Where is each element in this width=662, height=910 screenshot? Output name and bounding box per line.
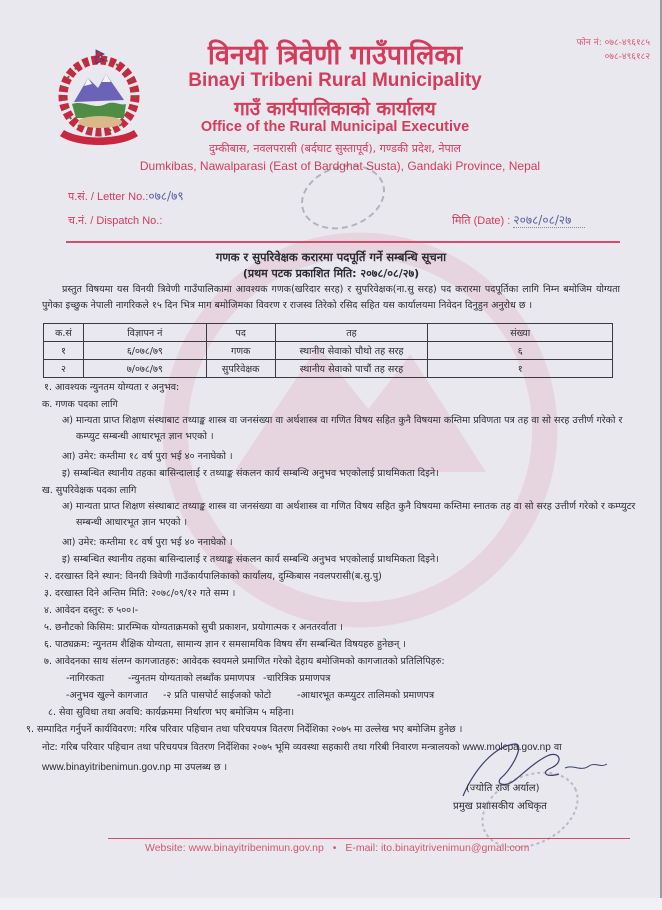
letter-no-value: ०७८/७९ — [148, 189, 184, 203]
date-value: २०७८/०८/२७ — [513, 213, 585, 228]
date-label: मिति (Date) : — [452, 215, 511, 227]
office-name-english: Office of the Rural Municipal Executive — [200, 119, 470, 135]
document-item: -२ प्रति पासपोर्ट साईजको फोटो — [163, 690, 272, 701]
point-syllabus: ६. पाठ्यक्रम: न्युनतम शैक्षिक योग्यता, सामान्य ज्ञान र समसामयिक विषय सँग सम्बन्धित विषयहरु हुनेछन् । — [44, 639, 406, 650]
header-divider — [66, 241, 620, 243]
footer-contact — [145, 842, 529, 854]
email-label: E-mail: — [345, 842, 379, 854]
signatory-name: (ज्योति राज अर्याल) — [466, 783, 540, 794]
table-cell: स्थानीय सेवाको चौथो तह सरह — [275, 342, 428, 360]
table-header-row — [44, 324, 613, 342]
email-link[interactable]: ito.binayitrivenimun@gmail.com — [380, 842, 530, 854]
table-header: तह — [275, 324, 428, 342]
point-application-place: २. दरखास्त दिने स्थान: विनयी त्रिवेणी गाउँकार्यपालिकाको कार्यालय, दुम्किबास नवलपरासी(ब.सु.पु) — [44, 571, 382, 582]
notice-title: गणक र सुपरिवेक्षक करारमा पदपूर्ति गर्ने सम्बन्धि सूचना — [215, 250, 447, 264]
nepal-coat-of-arms-icon — [54, 44, 144, 154]
table-cell: ६/०७८/७९ — [83, 342, 206, 360]
table-header: संख्या — [428, 324, 613, 342]
phone-block — [510, 36, 650, 64]
table-cell: सुपरिवेक्षक — [206, 360, 275, 378]
supervisor-age: आ) उमेर: कम्तीमा १८ वर्ष पुरा भई ४० ननाघेको । — [62, 537, 233, 548]
point-service-duration: ८. सेवा सुविधा तथा अवधि: कार्यक्रममा निर्धारण भए बमोजिम ५ महिना। — [48, 707, 295, 718]
ministry-link[interactable]: www.molcpa.gov.np — [462, 742, 551, 753]
phone-number: ०७८-४९६१८५ — [604, 38, 650, 48]
document-item: -चारित्रिक प्रमाणपत्र — [263, 673, 331, 684]
note-or: वा — [553, 742, 562, 753]
phone-number: ०७८-४९६१८२ — [604, 52, 650, 62]
address-english: Dumkibas, Nawalparasi (East of Bardghat Susta), Gandaki Province, Nepal — [139, 159, 541, 173]
table-cell: १ — [428, 360, 613, 378]
municipality-link[interactable]: www.binayitribenimun.gov.np — [42, 762, 171, 773]
office-name-nepali: गाउँ कार्यपालिकाको कार्यालय — [234, 98, 436, 120]
note-end: मा उपलब्ध छ । — [173, 762, 228, 773]
table-cell: २ — [44, 360, 84, 378]
supervisor-heading: ख. सुपरिवेक्षक पदका लागि — [42, 485, 137, 496]
vacancy-table — [43, 323, 613, 378]
signatory-title: प्रमुख प्रशासकीय अधिकृत — [453, 801, 547, 812]
notice-intro: प्रस्तुत विषयमा यस विनयी त्रिवेणी गाउँपालिकामा आवश्यक गणक(खरिदार सरह) र सुपरिवेक्षक(ना.सु सरह) पद करारमा पदपूर्तिका लागि निम्न बमोजिम योग्यता पुगेका इच्छुक नेपाली नागरिकले १५ दिन भित्र माग बमोजिमका विवरण र राजस्व तिरेको रसिद सहित यस कार्यालयमा निवेदन दिनुहुन अनुरोध छ । — [42, 284, 620, 311]
phone-label: फोन नं: — [576, 38, 602, 48]
table-cell: गणक — [206, 342, 275, 360]
bullet-separator: • — [332, 842, 337, 854]
letter-date — [452, 211, 585, 228]
supervisor-qualification: अ) मान्यता प्राप्त शिक्षण संस्थाबाट तथ्याङ्क शास्त्र वा जनसंख्या वा अर्थशास्त्र वा गणित विषय सहित कुनै विषयमा कम्तिमा स्नातक तह वा सो सरह उत्तीर्ण गरेको र कम्प्युटर सम्बन्धी आधारभूत ज्ञान भएको । — [62, 501, 636, 528]
ganak-priority: इ) सम्बन्धित स्थानीय तहका बासिन्दालाई र तथ्याङ्क संकलन कार्य सम्बन्धि अनुभव भएकोलाई प्राथमिकता दिइने। — [62, 468, 439, 479]
document-item: -आधारभूत कम्प्युटर तालिमको प्रमाणपत्र — [297, 690, 435, 701]
document-item: -नागिरकता — [66, 673, 105, 684]
point-documents: ७. आवेदनका साथ संलग्न कागजातहरु: आवेदक स्वयमले प्रमाणित गरेको देहाय बमोजिमको कागजातको प्रतिलिपिहरु: — [44, 656, 445, 667]
table-header: क.सं — [44, 324, 84, 342]
table-header: विज्ञापन नं — [83, 324, 206, 342]
letter-number — [68, 187, 184, 204]
point-selection: ५. छनौटको किसिम: प्रारम्भिक योग्यताक्रमको सुची प्रकाशन, प्रयोगात्मक र अनतरर्वाता । — [44, 622, 344, 633]
footer-divider — [108, 838, 630, 839]
dispatch-number — [68, 213, 162, 228]
supervisor-priority: इ) सम्बन्धित स्थानीय तहका बासिन्दालाई र तथ्याङ्क संकलन कार्य सम्बन्धि अनुभव भएकोलाई प्राथमिकता दिइने। — [62, 554, 439, 565]
table-cell: स्थानीय सेवाको पाचौं तह सरह — [275, 360, 428, 378]
website-label: Website: — [145, 842, 186, 854]
ganak-age: आ) उमेर: कम्तीमा १८ वर्ष पुरा भई ४० ननाघेको । — [62, 451, 233, 462]
point-deadline: ३. दरखास्त दिने अन्तिम मिति: २०७८/०९/१२ गते सम्म । — [44, 588, 236, 599]
table-row — [44, 342, 613, 360]
letter-no-label: प.सं. / Letter No.: — [68, 191, 149, 203]
address-nepali: दुम्कीबास, नवलपरासी (बर्दघाट सुस्तापूर्व), गण्डकी प्रदेश, नेपाल — [209, 142, 461, 155]
ganak-qualification: अ) मान्यता प्राप्त शिक्षण संस्थाबाट तथ्याङ्क शास्त्र वा जनसंख्या वा अर्थशास्त्र वा गणित विषय सहित कुनै विषयमा कम्तिमा प्रविणता पत्र तह वा सो सरह उत्तीर्ण गरेको र कम्प्युट सम्बन्धी आधारभूत ज्ञान भएको । — [62, 415, 623, 442]
document-item: -अनुभव खुल्ने कागजात — [66, 690, 148, 701]
table-header: पद — [206, 324, 275, 342]
table-cell: ७/०७८/७९ — [83, 360, 206, 378]
table-cell: ६ — [428, 342, 613, 360]
requirements-heading: १. आवश्यक न्युनतम योग्यता र अनुभव: — [44, 382, 180, 393]
municipality-name-nepali: विनयी त्रिवेणी गाउँपालिका — [207, 40, 463, 71]
website-link[interactable]: www.binayitribenimun.gov.np — [188, 842, 324, 854]
table-row — [44, 360, 613, 378]
point-job-description: ९. सम्पादित गर्नुपर्ने कार्यविवरण: गरिब परिवार पहिचान तथा परिचयपत्र वितरण निर्देशिका २०७५ मा उल्लेख भए बमोजिम हुनेछ । — [26, 724, 463, 735]
notice-subtitle: (प्रथम पटक प्रकाशित मिति: २०७८/०८/२७) — [242, 267, 420, 280]
table-cell: १ — [44, 342, 84, 360]
document-item: -न्युनतम योग्यताको लब्धाँक प्रमाणपत्र — [128, 673, 256, 684]
ganak-heading: क. गणक पदका लागि — [42, 399, 118, 410]
dispatch-no-label: च.नं. / Dispatch No.: — [68, 215, 163, 227]
note-text: नोट: गरिब परिवार पहिचान तथा परिचयपत्र वितरण निर्देशिका २०७५ भूमि व्यवस्था सहकारी तथा गरिबी निवारण मन्त्रालयको — [42, 742, 460, 753]
page-bottom-edge — [0, 898, 662, 910]
point-fee: ४. आवेदन दस्तुर: रु ५००।- — [44, 605, 139, 616]
municipality-name-english: Binayi Tribeni Rural Municipality — [188, 70, 482, 91]
